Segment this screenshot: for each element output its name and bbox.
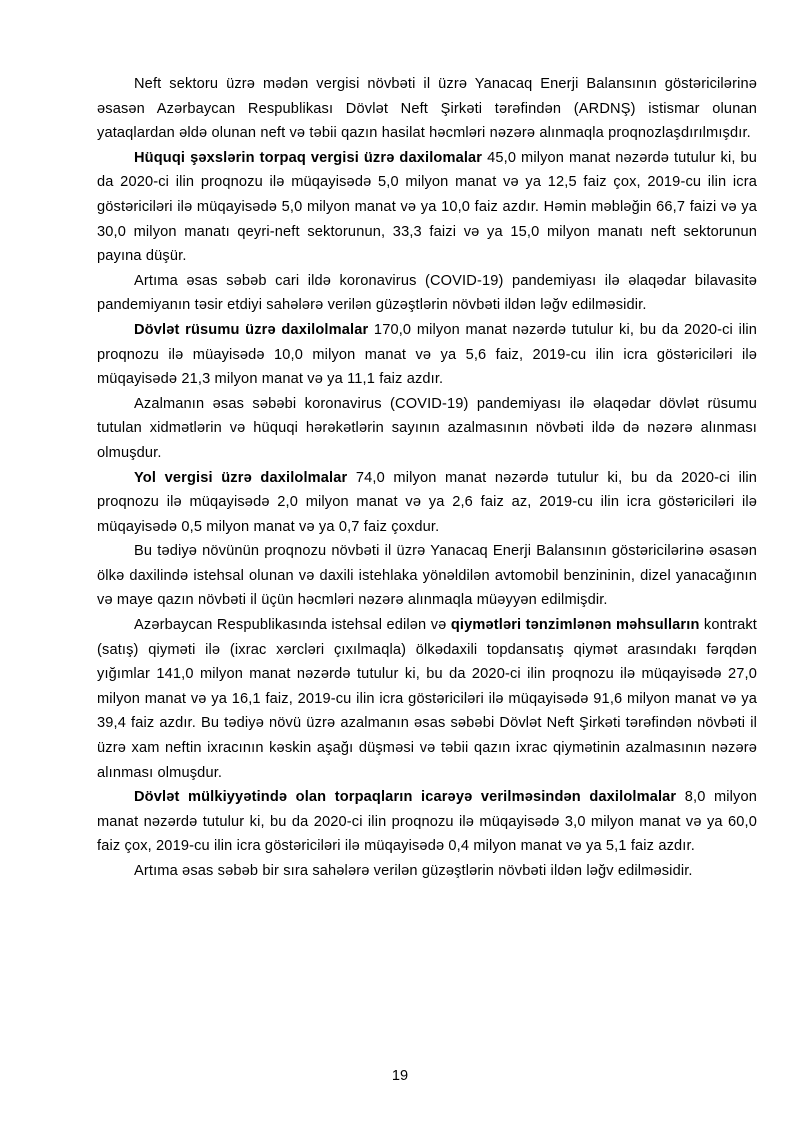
paragraph-lead-in: Dövlət mülkiyyətində olan torpaqların icarəyə verilməsindən daxilolmalar xyxy=(134,789,677,806)
paragraph-lead-in: Dövlət rüsumu üzrə daxilolmalar xyxy=(134,321,369,338)
paragraph-text: Neft sektoru üzrə mədən vergisi növbəti il üzrə Yanacaq Enerji Balansının göstəricilərinə əsasən Azərbaycan Respublikası Dövlət Neft Şirkəti tərəfindən (ARDNŞ) istismar olunan yataqlardan əldə olunan neft və təbii qazın hasilat həcmləri nəzərə alınmaqla proqnozlaşdırılmışdır. xyxy=(97,76,757,142)
paragraph-text: Artıma əsas səbəb bir sıra sahələrə verilən güzəştlərin növbəti ildən ləğv edilməsidir. xyxy=(134,863,693,879)
page-number: 19 xyxy=(391,1068,409,1084)
paragraph-text: Bu tədiyə növünün proqnozu növbəti il üzrə Yanacaq Enerji Balansının göstəricilərinə əsasən ölkə daxilində istehsal olunan və daxili istehlaka yönəldilən avtomobil benzininin, dizel yanacağının və maye qazın növbəti il üçün həcmləri nəzərə alınmaqla müəyyən edilmişdir. xyxy=(97,543,757,609)
paragraph-text: Azalmanın əsas səbəbi koronavirus (COVID-19) pandemiyası ilə əlaqədar dövlət rüsumu tutulan xidmətlərin və hüquqi hərəkətlərin sayının azalmasının növbəti ildə də nəzərə alınması olmuşdur. xyxy=(97,395,757,461)
paragraph xyxy=(97,392,757,466)
paragraph xyxy=(97,785,757,859)
document-body xyxy=(97,72,757,884)
paragraph-text: 170,0 milyon manat nəzərdə tutulur ki, bu da 2020-ci ilin proqnozu ilə müayisədə 10,0 milyon manat və ya 5,6 faiz, 2019-cu ilin icra göstəriciləri ilə müqayisədə 21,3 milyon manat və ya 11,1 faiz azdır. xyxy=(97,321,757,388)
paragraph-lead-in: qiymətləri tənzimlənən məhsulların xyxy=(450,617,700,634)
paragraph xyxy=(97,859,757,884)
paragraph xyxy=(97,539,757,613)
paragraph-lead-in: Hüquqi şəxslərin torpaq vergisi üzrə daxilomalar xyxy=(134,149,483,166)
paragraph xyxy=(97,613,757,785)
paragraph-text: 45,0 milyon manat nəzərdə tutulur ki, bu da 2020-ci ilin proqnozu ilə müqayisədə 5,0 milyon manat və ya 12,5 faiz çox, 2019-cu ilin icra göstəriciləri ilə müqayisədə 5,0 milyon manat və ya 10,0 faiz azdır. Həmin məbləğin 66,7 faizi və ya 30,0 milyon manatı qeyri-neft sektorunun, 33,3 faizi və ya 15,0 milyon manatı neft sektorunun payına düşür. xyxy=(97,149,758,265)
paragraph-text: Azərbaycan Respublikasında istehsal edilən və xyxy=(134,617,451,634)
paragraph xyxy=(97,146,757,269)
paragraph-text: 8,0 milyon manat nəzərdə tutulur ki, bu da 2020-ci ilin proqnozu ilə müqayisədə 3,0 milyon manat və ya 60,0 faiz çox, 2019-cu ilin icra göstəriciləri ilə müqayisədə 0,4 milyon manat və ya 5,1 faiz azdır. xyxy=(97,789,757,855)
paragraph xyxy=(97,72,757,146)
paragraph-text: Artıma əsas səbəb cari ildə koronavirus (COVID-19) pandemiyası ilə əlaqədar bilavasitə pandemiyanın təsir etdiyi sahələrə verilən güzəştlərin növbəti ildən ləğv edilməsidir. xyxy=(97,272,757,314)
paragraph xyxy=(97,269,757,318)
paragraph xyxy=(97,318,757,392)
paragraph-text: kontrakt (satış) qiyməti ilə (ixrac xərcləri çıxılmaqla) ölkədaxili topdansatış qiymət arasındakı fərqdən yığımlar 141,0 milyon manat nəzərdə tutulur ki, bu da 2020-ci ilin proqnozu ilə müqayisədə 27,0 milyon manat və ya 16,1 faiz, 2019-cu ilin icra göstəriciləri ilə müqayisədə 91,6 milyon manat və ya 39,4 faiz azdır. Bu tədiyə növü üzrə azalmanın əsas səbəbi Dövlət Neft Şirkəti tərəfindən növbəti il üzrə xam neftin ixracının kəskin aşağı düşməsi və təbii qazın ixrac qiymətinin azalmasının nəzərə alınması olmuşdur. xyxy=(97,617,758,781)
paragraph-text: 74,0 milyon manat nəzərdə tutulur ki, bu da 2020-ci ilin proqnozu ilə müqayisədə 2,0 milyon manat və ya 2,6 faiz az, 2019-cu ilin icra göstəriciləri ilə müqayisədə 0,5 milyon manat və ya 0,7 faiz çoxdur. xyxy=(97,469,757,535)
paragraph xyxy=(97,466,757,540)
paragraph-lead-in: Yol vergisi üzrə daxilolmalar xyxy=(134,469,348,486)
